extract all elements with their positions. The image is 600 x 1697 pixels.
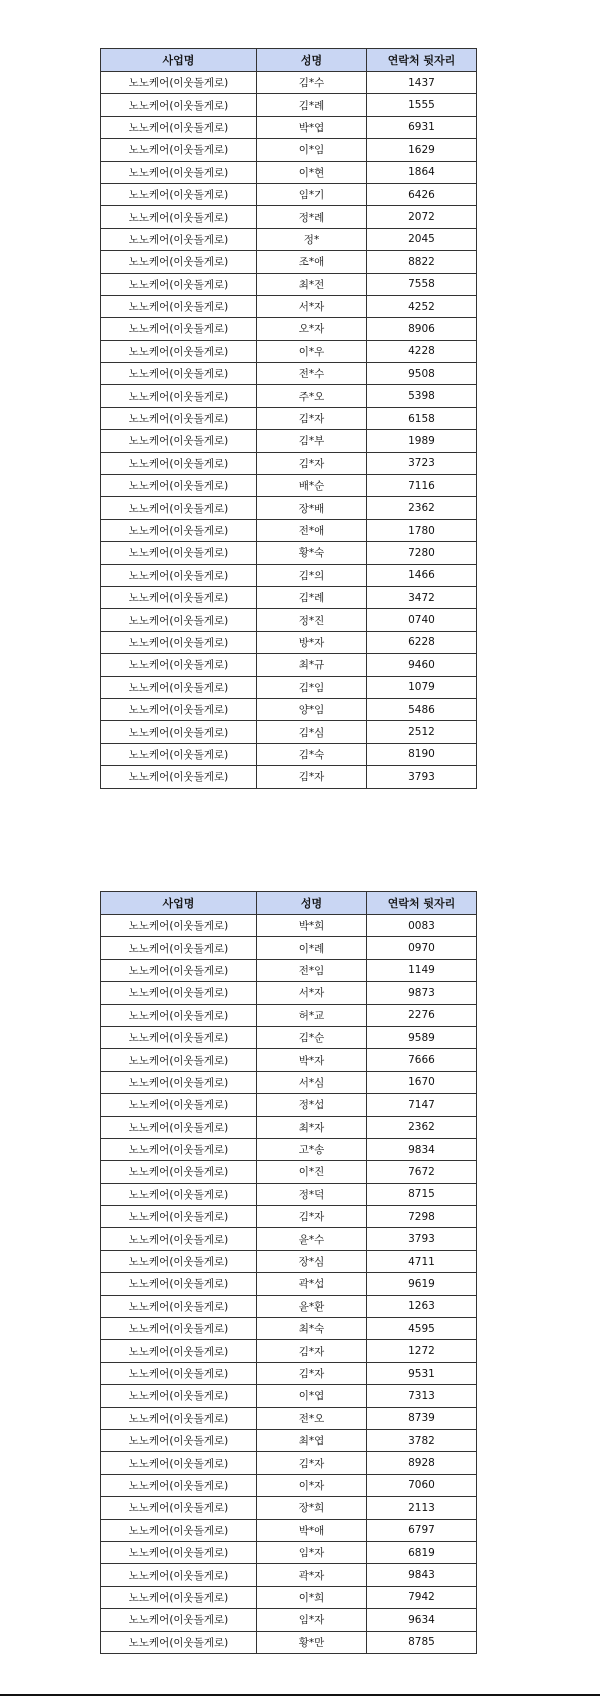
cell-name: 김*자 [257,1452,367,1474]
cell-phone-last-digits: 5486 [367,698,477,720]
cell-business: 노노케어(이웃돌게로) [101,1004,257,1026]
cell-name: 김*부 [257,430,367,452]
table-row [101,385,477,407]
table-row [101,1138,477,1160]
table-row [101,1295,477,1317]
cell-name: 김*자 [257,1362,367,1384]
table-row [101,251,477,273]
cell-business: 노노케어(이웃돌게로) [101,340,257,362]
cell-phone-last-digits: 1079 [367,676,477,698]
cell-name: 박*애 [257,1519,367,1541]
cell-name: 윤*수 [257,1228,367,1250]
cell-name: 황*만 [257,1631,367,1653]
cell-phone-last-digits: 4228 [367,340,477,362]
cell-phone-last-digits: 7298 [367,1206,477,1228]
table-row [101,915,477,937]
cell-phone-last-digits: 7280 [367,542,477,564]
table-row [101,1541,477,1563]
cell-name: 정*섭 [257,1094,367,1116]
cell-business: 노노케어(이웃돌게로) [101,1318,257,1340]
cell-phone-last-digits: 7666 [367,1049,477,1071]
cell-name: 주*오 [257,385,367,407]
cell-business: 노노케어(이웃돌게로) [101,1250,257,1272]
table-row [101,452,477,474]
cell-phone-last-digits: 3782 [367,1429,477,1451]
cell-name: 전*임 [257,959,367,981]
cell-business: 노노케어(이웃돌게로) [101,497,257,519]
cell-business: 노노케어(이웃돌게로) [101,1564,257,1586]
table-row [101,1004,477,1026]
table-row [101,1049,477,1071]
cell-business: 노노케어(이웃돌게로) [101,1429,257,1451]
table-row [101,1094,477,1116]
table-row [101,676,477,698]
cell-phone-last-digits: 8906 [367,318,477,340]
cell-business: 노노케어(이웃돌게로) [101,1161,257,1183]
cell-name: 윤*환 [257,1295,367,1317]
cell-phone-last-digits: 6931 [367,116,477,138]
cell-phone-last-digits: 1149 [367,959,477,981]
cell-phone-last-digits: 3472 [367,586,477,608]
table-row [101,654,477,676]
cell-business: 노노케어(이웃돌게로) [101,1116,257,1138]
cell-name: 전*애 [257,519,367,541]
cell-name: 김*례 [257,94,367,116]
header-name: 성명 [257,49,367,72]
cell-name: 이*엽 [257,1385,367,1407]
cell-name: 김*자 [257,407,367,429]
cell-phone-last-digits: 2512 [367,721,477,743]
cell-name: 김*의 [257,564,367,586]
cell-phone-last-digits: 7116 [367,475,477,497]
participant-table-2 [100,891,477,1654]
cell-name: 김*심 [257,721,367,743]
header-phone-last-digits: 연락처 뒷자리 [367,892,477,915]
cell-business: 노노케어(이웃돌게로) [101,385,257,407]
table-row [101,937,477,959]
cell-business: 노노케어(이웃돌게로) [101,251,257,273]
cell-phone-last-digits: 1272 [367,1340,477,1362]
cell-business: 노노케어(이웃돌게로) [101,1071,257,1093]
table-row [101,116,477,138]
cell-phone-last-digits: 3793 [367,1228,477,1250]
cell-name: 김*순 [257,1026,367,1048]
cell-name: 전*오 [257,1407,367,1429]
cell-phone-last-digits: 1466 [367,564,477,586]
cell-business: 노노케어(이웃돌게로) [101,295,257,317]
cell-phone-last-digits: 8715 [367,1183,477,1205]
cell-phone-last-digits: 2045 [367,228,477,250]
cell-business: 노노케어(이웃돌게로) [101,139,257,161]
table-row [101,72,477,94]
cell-phone-last-digits: 8190 [367,743,477,765]
table-row [101,1273,477,1295]
table-row [101,1631,477,1653]
cell-name: 곽*섭 [257,1273,367,1295]
table-row [101,1161,477,1183]
cell-business: 노노케어(이웃돌게로) [101,161,257,183]
table-row [101,318,477,340]
cell-phone-last-digits: 2113 [367,1497,477,1519]
cell-name: 김*자 [257,452,367,474]
cell-business: 노노케어(이웃돌게로) [101,1206,257,1228]
cell-name: 최*숙 [257,1318,367,1340]
cell-name: 김*임 [257,676,367,698]
table-row [101,1318,477,1340]
cell-name: 곽*자 [257,1564,367,1586]
cell-business: 노노케어(이웃돌게로) [101,609,257,631]
cell-phone-last-digits: 9873 [367,982,477,1004]
participant-table-1 [100,48,477,789]
cell-business: 노노케어(이웃돌게로) [101,407,257,429]
table-row [101,721,477,743]
cell-business: 노노케어(이웃돌게로) [101,318,257,340]
cell-business: 노노케어(이웃돌게로) [101,1362,257,1384]
table-row [101,698,477,720]
cell-phone-last-digits: 6426 [367,183,477,205]
cell-phone-last-digits: 2072 [367,206,477,228]
cell-business: 노노케어(이웃돌게로) [101,1474,257,1496]
cell-name: 김*자 [257,766,367,788]
cell-phone-last-digits: 4595 [367,1318,477,1340]
cell-business: 노노케어(이웃돌게로) [101,519,257,541]
cell-business: 노노케어(이웃돌게로) [101,721,257,743]
table-row [101,161,477,183]
table-row [101,228,477,250]
cell-phone-last-digits: 2362 [367,1116,477,1138]
cell-name: 허*교 [257,1004,367,1026]
cell-name: 조*애 [257,251,367,273]
cell-business: 노노케어(이웃돌게로) [101,1183,257,1205]
cell-name: 박*엽 [257,116,367,138]
cell-name: 최*규 [257,654,367,676]
cell-business: 노노케어(이웃돌게로) [101,1273,257,1295]
cell-business: 노노케어(이웃돌게로) [101,1295,257,1317]
cell-name: 정*례 [257,206,367,228]
table-row [101,564,477,586]
table-row [101,609,477,631]
cell-phone-last-digits: 2276 [367,1004,477,1026]
table-row [101,1183,477,1205]
cell-phone-last-digits: 1780 [367,519,477,541]
cell-phone-last-digits: 1263 [367,1295,477,1317]
cell-phone-last-digits: 1629 [367,139,477,161]
table-row [101,1116,477,1138]
table-row [101,1385,477,1407]
header-business: 사업명 [101,49,257,72]
cell-phone-last-digits: 6228 [367,631,477,653]
table-row [101,183,477,205]
cell-phone-last-digits: 4711 [367,1250,477,1272]
cell-phone-last-digits: 8739 [367,1407,477,1429]
table-row [101,295,477,317]
cell-phone-last-digits: 2362 [367,497,477,519]
cell-business: 노노케어(이웃돌게로) [101,452,257,474]
cell-business: 노노케어(이웃돌게로) [101,363,257,385]
cell-name: 최*전 [257,273,367,295]
table-row [101,766,477,788]
page-bottom-rule [0,1694,600,1696]
cell-business: 노노케어(이웃돌게로) [101,1049,257,1071]
cell-name: 이*현 [257,161,367,183]
cell-phone-last-digits: 9634 [367,1609,477,1631]
cell-name: 장*희 [257,1497,367,1519]
table-row [101,1497,477,1519]
cell-phone-last-digits: 7672 [367,1161,477,1183]
cell-name: 임*기 [257,183,367,205]
cell-phone-last-digits: 6158 [367,407,477,429]
cell-business: 노노케어(이웃돌게로) [101,94,257,116]
table-row [101,273,477,295]
cell-name: 전*수 [257,363,367,385]
cell-phone-last-digits: 0970 [367,937,477,959]
table-row [101,1228,477,1250]
cell-name: 임*자 [257,1609,367,1631]
cell-phone-last-digits: 9460 [367,654,477,676]
cell-business: 노노케어(이웃돌게로) [101,937,257,959]
cell-phone-last-digits: 9531 [367,1362,477,1384]
cell-phone-last-digits: 8785 [367,1631,477,1653]
cell-phone-last-digits: 4252 [367,295,477,317]
cell-phone-last-digits: 6797 [367,1519,477,1541]
cell-name: 이*례 [257,937,367,959]
table-row [101,1452,477,1474]
cell-business: 노노케어(이웃돌게로) [101,654,257,676]
table-header-row [101,892,477,915]
cell-business: 노노케어(이웃돌게로) [101,1228,257,1250]
cell-business: 노노케어(이웃돌게로) [101,698,257,720]
cell-phone-last-digits: 3723 [367,452,477,474]
cell-name: 서*심 [257,1071,367,1093]
cell-name: 이*진 [257,1161,367,1183]
table-row [101,1026,477,1048]
cell-name: 박*희 [257,915,367,937]
cell-phone-last-digits: 9508 [367,363,477,385]
cell-phone-last-digits: 6819 [367,1541,477,1563]
cell-business: 노노케어(이웃돌게로) [101,1541,257,1563]
cell-name: 김*숙 [257,743,367,765]
cell-business: 노노케어(이웃돌게로) [101,586,257,608]
cell-phone-last-digits: 1864 [367,161,477,183]
cell-business: 노노케어(이웃돌게로) [101,1452,257,1474]
cell-business: 노노케어(이웃돌게로) [101,1385,257,1407]
cell-phone-last-digits: 9619 [367,1273,477,1295]
cell-name: 박*자 [257,1049,367,1071]
table-row [101,363,477,385]
cell-phone-last-digits: 7060 [367,1474,477,1496]
cell-name: 배*순 [257,475,367,497]
cell-business: 노노케어(이웃돌게로) [101,631,257,653]
cell-name: 장*심 [257,1250,367,1272]
cell-name: 김*자 [257,1340,367,1362]
cell-business: 노노케어(이웃돌게로) [101,676,257,698]
table-row [101,1250,477,1272]
table-row [101,497,477,519]
header-phone-last-digits: 연락처 뒷자리 [367,49,477,72]
cell-name: 정* [257,228,367,250]
cell-business: 노노케어(이웃돌게로) [101,915,257,937]
table-row [101,206,477,228]
cell-phone-last-digits: 7942 [367,1586,477,1608]
table-row [101,542,477,564]
cell-name: 김*례 [257,586,367,608]
cell-business: 노노케어(이웃돌게로) [101,1519,257,1541]
cell-phone-last-digits: 9589 [367,1026,477,1048]
table-row [101,959,477,981]
cell-name: 최*엽 [257,1429,367,1451]
cell-phone-last-digits: 1989 [367,430,477,452]
table-row [101,340,477,362]
cell-name: 정*덕 [257,1183,367,1205]
table-row [101,139,477,161]
table-row [101,1429,477,1451]
cell-name: 고*송 [257,1138,367,1160]
cell-name: 방*자 [257,631,367,653]
header-business: 사업명 [101,892,257,915]
cell-name: 서*자 [257,295,367,317]
table-row [101,1340,477,1362]
cell-name: 장*배 [257,497,367,519]
cell-business: 노노케어(이웃돌게로) [101,743,257,765]
cell-business: 노노케어(이웃돌게로) [101,1138,257,1160]
cell-business: 노노케어(이웃돌게로) [101,1609,257,1631]
cell-business: 노노케어(이웃돌게로) [101,959,257,981]
cell-phone-last-digits: 7313 [367,1385,477,1407]
cell-business: 노노케어(이웃돌게로) [101,430,257,452]
cell-phone-last-digits: 3793 [367,766,477,788]
cell-name: 임*자 [257,1541,367,1563]
table-row [101,631,477,653]
cell-phone-last-digits: 5398 [367,385,477,407]
table-row [101,1564,477,1586]
table-row [101,1407,477,1429]
cell-business: 노노케어(이웃돌게로) [101,183,257,205]
cell-phone-last-digits: 8928 [367,1452,477,1474]
cell-business: 노노케어(이웃돌게로) [101,475,257,497]
cell-name: 이*희 [257,1586,367,1608]
cell-phone-last-digits: 7558 [367,273,477,295]
cell-name: 이*자 [257,1474,367,1496]
cell-business: 노노케어(이웃돌게로) [101,564,257,586]
cell-business: 노노케어(이웃돌게로) [101,116,257,138]
table-row [101,1519,477,1541]
cell-phone-last-digits: 1555 [367,94,477,116]
table-row [101,1071,477,1093]
table-row [101,1362,477,1384]
cell-business: 노노케어(이웃돌게로) [101,1340,257,1362]
cell-phone-last-digits: 7147 [367,1094,477,1116]
cell-business: 노노케어(이웃돌게로) [101,1631,257,1653]
table-row [101,743,477,765]
table-row [101,1586,477,1608]
table-row [101,430,477,452]
table-row [101,586,477,608]
header-name: 성명 [257,892,367,915]
cell-business: 노노케어(이웃돌게로) [101,273,257,295]
cell-business: 노노케어(이웃돌게로) [101,72,257,94]
cell-phone-last-digits: 1670 [367,1071,477,1093]
table-row [101,475,477,497]
cell-phone-last-digits: 9843 [367,1564,477,1586]
cell-phone-last-digits: 9834 [367,1138,477,1160]
table-row [101,94,477,116]
cell-phone-last-digits: 8822 [367,251,477,273]
table-row [101,519,477,541]
cell-business: 노노케어(이웃돌게로) [101,228,257,250]
cell-business: 노노케어(이웃돌게로) [101,542,257,564]
cell-name: 이*우 [257,340,367,362]
cell-name: 이*임 [257,139,367,161]
cell-phone-last-digits: 0740 [367,609,477,631]
cell-phone-last-digits: 0083 [367,915,477,937]
cell-name: 오*자 [257,318,367,340]
cell-name: 황*숙 [257,542,367,564]
cell-business: 노노케어(이웃돌게로) [101,206,257,228]
cell-business: 노노케어(이웃돌게로) [101,766,257,788]
cell-business: 노노케어(이웃돌게로) [101,1407,257,1429]
cell-business: 노노케어(이웃돌게로) [101,1586,257,1608]
table-row [101,407,477,429]
table-row [101,1474,477,1496]
table-header-row [101,49,477,72]
table-row [101,1609,477,1631]
cell-name: 김*자 [257,1206,367,1228]
cell-business: 노노케어(이웃돌게로) [101,1026,257,1048]
cell-name: 최*자 [257,1116,367,1138]
cell-business: 노노케어(이웃돌게로) [101,982,257,1004]
cell-business: 노노케어(이웃돌게로) [101,1094,257,1116]
table-row [101,982,477,1004]
cell-name: 서*자 [257,982,367,1004]
table-row [101,1206,477,1228]
cell-name: 정*진 [257,609,367,631]
cell-name: 김*수 [257,72,367,94]
cell-name: 양*임 [257,698,367,720]
cell-business: 노노케어(이웃돌게로) [101,1497,257,1519]
cell-phone-last-digits: 1437 [367,72,477,94]
